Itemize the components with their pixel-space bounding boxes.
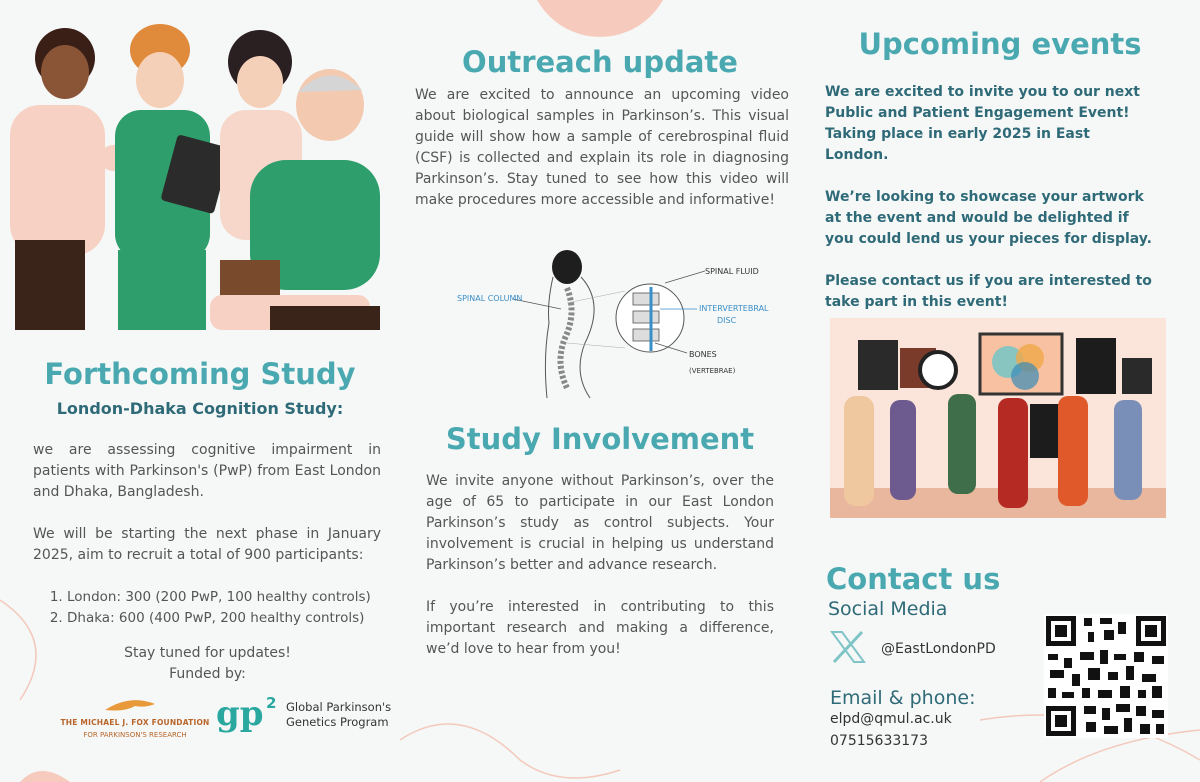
forthcoming-para2: We will be starting the next phase in January 2025, aim to recruit a total of 900 participants: [33, 526, 381, 563]
twitter-handle-link[interactable]: @EastLondonPD [881, 641, 996, 657]
forthcoming-para1: we are assessing cognitive impairment in patients with Parkinson's (PwP) from East London and Dhaka, Bangladesh. [33, 442, 381, 500]
forthcoming-title: Forthcoming Study [44, 357, 356, 391]
forthcoming-body [33, 440, 381, 629]
caregivers-illustration [10, 10, 390, 330]
column-forthcoming [0, 0, 400, 782]
column-outreach [400, 0, 800, 782]
gp2-name-line2: Genetics Program [286, 715, 389, 729]
label-spinal-fluid: SPINAL FLUID [705, 267, 759, 276]
email-phone-label: Email & phone: [830, 687, 976, 709]
involvement-title: Study Involvement [445, 422, 755, 456]
mjff-tagline: FOR PARKINSON'S RESEARCH [83, 731, 187, 739]
stay-tuned-text: Stay tuned for updates! [124, 645, 291, 661]
events-title: Upcoming events [858, 27, 1142, 61]
gp2-superscript: 2 [266, 694, 277, 712]
contact-title: Contact us [826, 562, 1001, 596]
social-media-label: Social Media [828, 598, 948, 620]
label-spinal-column: SPINAL COLUMN [457, 294, 523, 303]
label-bones: BONES [689, 350, 717, 359]
list-item: 2. Dhaka: 600 (400 PwP, 200 healthy controls) [67, 608, 381, 629]
involvement-para2: If you’re interested in contributing to this important research and making a difference, we’d love to hear from you! [426, 599, 774, 657]
gallery-illustration [830, 318, 1166, 518]
label-vertebrae: (VERTEBRAE) [689, 367, 736, 375]
list-item: 1. London: 300 (200 PwP, 100 healthy controls) [67, 587, 381, 608]
x-logo-icon[interactable] [830, 630, 866, 664]
outreach-title: Outreach update [462, 45, 738, 79]
label-disc: DISC [717, 316, 737, 325]
gp2-logo [216, 694, 396, 738]
events-para3: Please contact us if you are interested to take part in this event! [825, 273, 1152, 310]
phone-number[interactable]: 07515633173 [830, 733, 928, 749]
gp2-mark: gp [216, 694, 264, 734]
spine-diagram [455, 243, 785, 403]
outreach-text: We are excited to announce an upcoming video about biological samples in Parkinson’s. This visual guide will show how a sample of cerebrospinal fluid (CSF) is collected and explain its role in diagnosing Parkinson’s. Stay tuned to see how this video will make procedures more accessible and informative! [415, 87, 789, 208]
email-link[interactable]: elpd@qmul.ac.uk [830, 711, 952, 727]
fox-icon [60, 692, 210, 714]
column-events [800, 0, 1200, 782]
events-para1: We are excited to invite you to our next Public and Patient Engagement Event! Taking place in early 2025 in East London. [825, 84, 1140, 163]
involvement-para1: We invite anyone without Parkinson’s, over the age of 65 to participate in our East London Parkinson’s study as control subjects. Your involvement is crucial in helping us understand Parkinson’s better and advance research. [426, 473, 774, 573]
mjff-name: THE MICHAEL J. FOX FOUNDATION [60, 718, 210, 727]
events-body [825, 82, 1157, 313]
label-intervertebral: INTERVERTEBRAL [699, 304, 769, 313]
qr-code[interactable] [1044, 614, 1168, 738]
mjff-logo [60, 692, 210, 740]
events-para2: We’re looking to showcase your artwork at the event and would be delighted if you could lend us your pieces for display. [825, 189, 1152, 247]
participant-list [33, 587, 381, 629]
forthcoming-subtitle: London-Dhaka Cognition Study: [56, 399, 344, 418]
funded-by-text: Funded by: [169, 666, 246, 682]
involvement-body [426, 471, 774, 680]
gp2-name-line1: Global Parkinson's [286, 700, 392, 714]
